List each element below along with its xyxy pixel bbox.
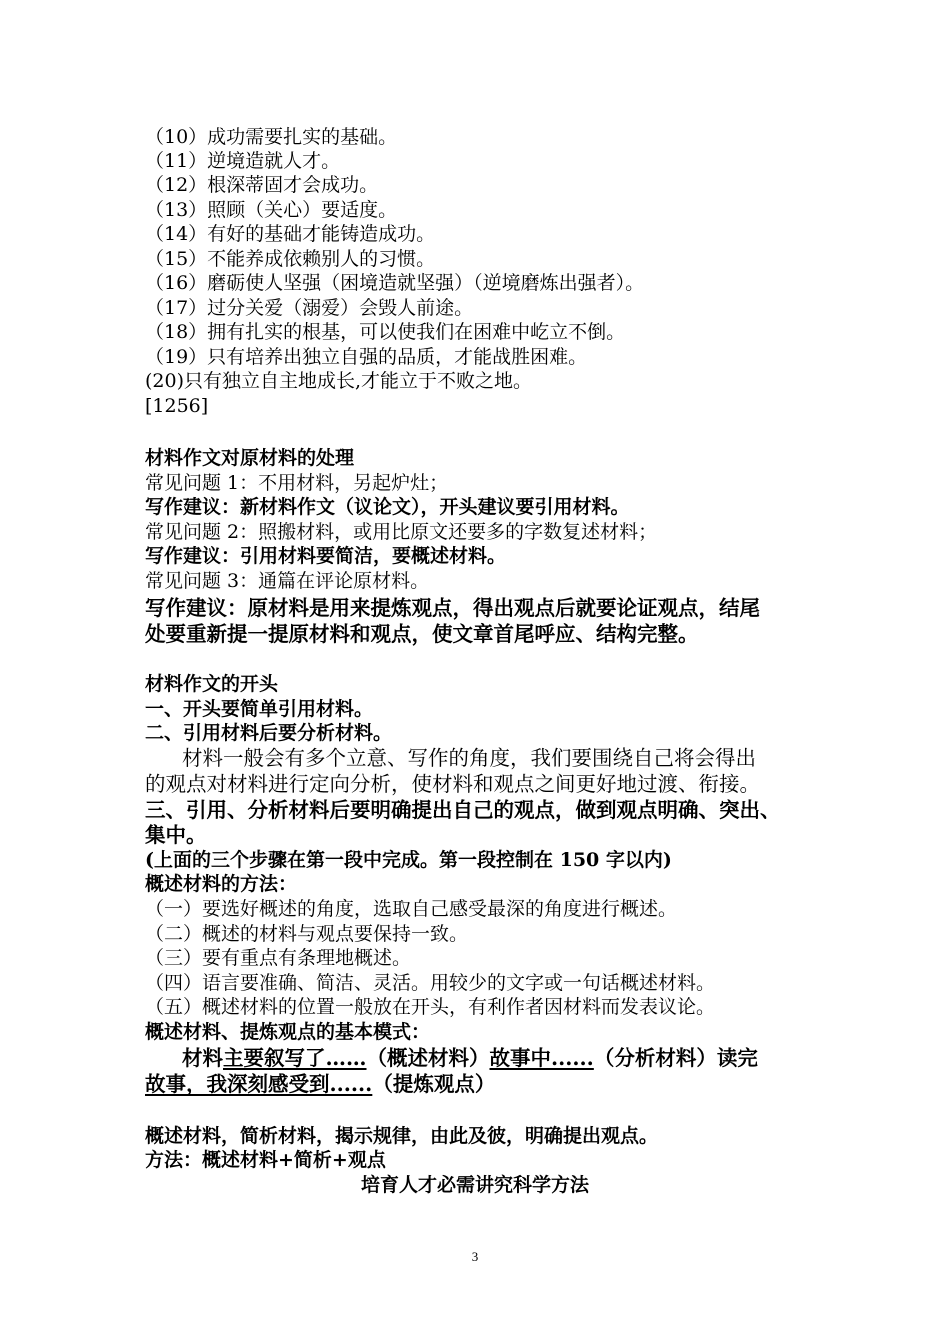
pattern-part-underlined: 主要叙写了…… [223, 1046, 367, 1070]
pattern-line-1 [182, 1045, 758, 1071]
problem-3: 常见问题 3：通篇在评论原材料。 [145, 570, 430, 592]
advice-1: 写作建议：新材料作文（议论文），开头建议要引用材料。 [145, 496, 630, 518]
step-3-line-2: 集中。 [145, 823, 207, 847]
pattern-part: （概述材料） [366, 1046, 490, 1070]
page-number: 3 [471, 1249, 479, 1264]
list-item: （13）照顾（关心）要适度。 [145, 199, 398, 221]
pattern-part: （分析材料）读完 [593, 1046, 758, 1070]
pattern-part: 材料 [182, 1046, 223, 1070]
method-item: （三）要有重点有条理地概述。 [145, 947, 412, 969]
advice-3-line-2: 处要重新提一提原材料和观点，使文章首尾呼应、结构完整。 [145, 622, 699, 646]
pattern-line-2 [145, 1071, 495, 1097]
method-item: （四）语言要准确、简洁、灵活。用较少的文字或一句话概述材料。 [145, 972, 716, 994]
step-3-line-1: 三、引用、分析材料后要明确提出自己的观点，做到观点明确、突出、 [145, 798, 781, 822]
pattern-part-underlined: 我深刻感受到...... [206, 1072, 373, 1096]
note: (上面的三个步骤在第一段中完成。第一段控制在 150 字以内) [145, 849, 672, 871]
section-title: 材料作文的开头 [145, 673, 279, 695]
pattern-part-underlined: 故事， [145, 1072, 207, 1096]
method-item: （五）概述材料的位置一般放在开头，有利作者因材料而发表议论。 [145, 996, 716, 1018]
list-item: （18）拥有扎实的根基，可以使我们在困难中屹立不倒。 [145, 321, 626, 343]
pattern-part: （提炼观点） [372, 1072, 496, 1096]
list-item: （14）有好的基础才能铸造成功。 [145, 223, 436, 245]
problem-1: 常见问题 1：不用材料，另起炉灶； [145, 472, 449, 494]
step-2: 二、引用材料后要分析材料。 [145, 722, 393, 744]
reference-code: [1256] [145, 395, 209, 417]
pattern-title: 概述材料、提炼观点的基本模式： [145, 1021, 431, 1043]
advice-2: 写作建议：引用材料要简洁，要概述材料。 [145, 545, 507, 567]
list-item: (20)只有独立自主地成长,才能立于不败之地。 [145, 370, 533, 392]
summary: 概述材料，简析材料，揭示规律，由此及彼，明确提出观点。 [145, 1125, 659, 1147]
methods-title: 概述材料的方法： [145, 873, 298, 895]
list-item: （15）不能养成依赖别人的习惯。 [145, 248, 436, 270]
list-item: （19）只有培养出独立自强的品质，才能战胜困难。 [145, 346, 588, 368]
list-item: （11）逆境造就人才。 [145, 150, 341, 172]
list-item: （10）成功需要扎实的基础。 [145, 126, 398, 148]
method-formula: 方法：概述材料+简析+观点 [145, 1149, 386, 1171]
problem-2: 常见问题 2：照搬材料，或用比原文还要多的字数复述材料； [145, 521, 658, 543]
method-item: （二）概述的材料与观点要保持一致。 [145, 923, 469, 945]
pattern-part-underlined: 故事中...... [489, 1046, 594, 1070]
advice-3-line-1: 写作建议：原材料是用来提炼观点，得出观点后就要论证观点，结尾 [145, 596, 760, 620]
section-title: 材料作文对原材料的处理 [145, 447, 355, 469]
step-1: 一、开头要简单引用材料。 [145, 698, 374, 720]
list-item: （17）过分关爱（溺爱）会毁人前途。 [145, 297, 474, 319]
paragraph-line-2: 的观点对材料进行定向分析，使材料和观点之间更好地过渡、衔接。 [145, 772, 760, 796]
list-item: （16）磨砺使人坚强（困境造就坚强）（逆境磨炼出强者）。 [145, 272, 645, 294]
paragraph-line-1: 材料一般会有多个立意、写作的角度，我们要围绕自己将会得出 [182, 746, 756, 770]
method-item: （一）要选好概述的角度，选取自己感受最深的角度进行概述。 [145, 898, 678, 920]
next-section-title: 培育人才必需讲究科学方法 [360, 1174, 589, 1196]
list-item: （12）根深蒂固才会成功。 [145, 174, 379, 196]
